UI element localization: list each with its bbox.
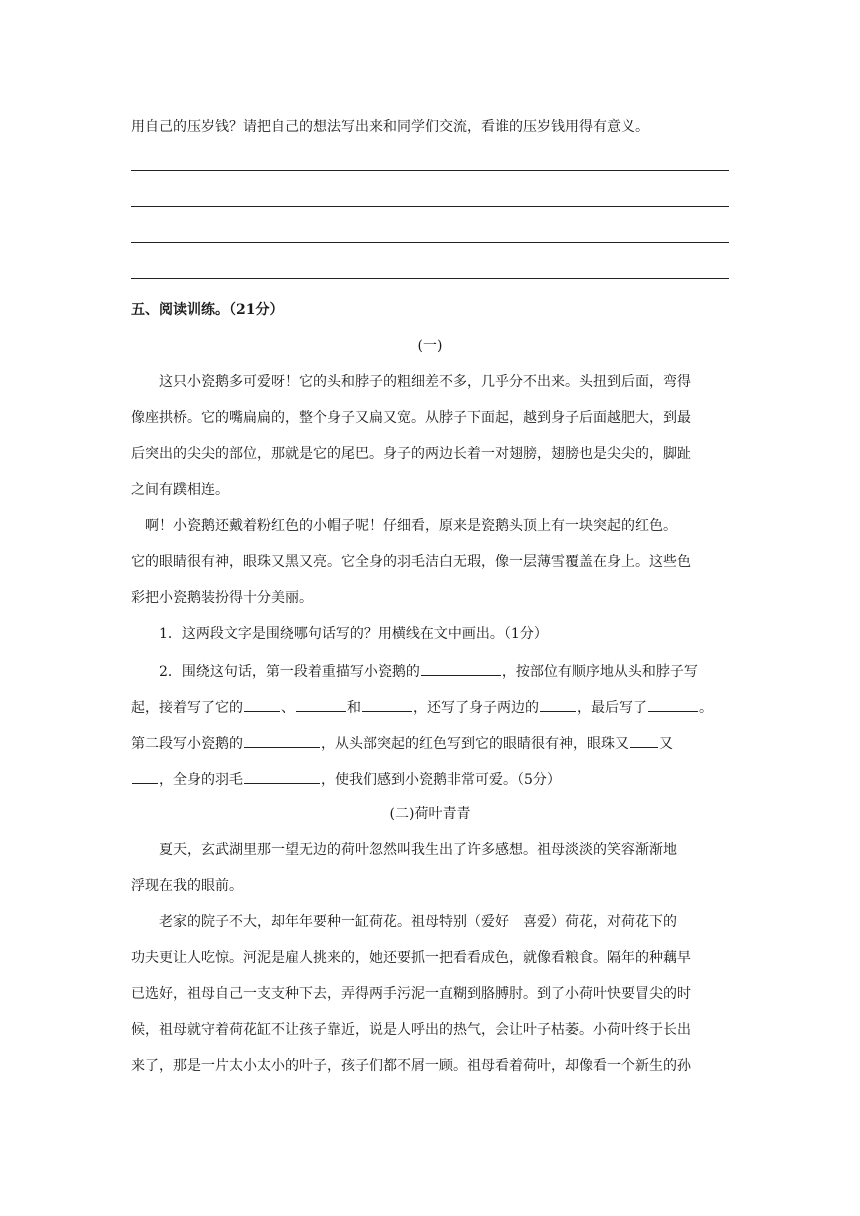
answer-line-3 — [131, 242, 729, 243]
q2-text: 。 — [699, 700, 713, 716]
part2-p2-line5: 来了，那是一片太小太小的叶子，孩子们都不屑一顾。祖母看着荷叶，却像看一个新生的孙 — [131, 1058, 691, 1074]
part1-p2-line2: 它的眼睛很有神，眼珠又黑又亮。它全身的羽毛洁白无瑕，像一层薄雪覆盖在身上。这些色 — [131, 554, 691, 570]
question-2-line1 — [159, 660, 698, 682]
answer-line-2 — [131, 206, 729, 207]
part2-p2-line4: 候，祖母就守着荷花缸不让孩子靠近，说是人呼出的热气，会让叶子枯萎。小荷叶终于长出 — [131, 1022, 691, 1038]
q2-text: ，从头部突起的红色写到它的眼睛很有神，眼珠又 — [321, 736, 629, 752]
fill-blank[interactable] — [421, 660, 501, 676]
q2-text: 第二段写小瓷鹅的 — [131, 736, 243, 752]
q2-text: 起，接着写了它的 — [131, 700, 243, 716]
part2-p1-line2: 浮现在我的眼前。 — [131, 878, 243, 894]
answer-line-1 — [131, 170, 729, 171]
fill-blank[interactable] — [362, 696, 412, 712]
question-2-line3 — [131, 732, 673, 754]
intro-line: 用自己的压岁钱？请把自己的想法写出来和同学们交流，看谁的压岁钱用得有意义。 — [131, 119, 649, 135]
fill-blank[interactable] — [296, 696, 346, 712]
fill-blank[interactable] — [244, 696, 280, 712]
part2-p2-line3: 已选好，祖母自己一支支种下去，弄得两手污泥一直糊到胳膊肘。到了小荷叶快要冒尖的时 — [131, 986, 691, 1002]
q2-text: ，使我们感到小瓷鹅非常可爱。（5分） — [321, 772, 561, 788]
part2-p1-line1: 夏天，玄武湖里那一望无边的荷叶忽然叫我生出了许多感想。祖母淡淡的笑容渐渐地 — [159, 842, 677, 858]
part2-heading: (二)荷叶青青 — [389, 806, 471, 822]
fill-blank[interactable] — [648, 696, 698, 712]
q2-text: 又 — [659, 736, 673, 752]
part1-p1-line1: 这只小瓷鹅多可爱呀！它的头和脖子的粗细差不多，几乎分不出来。头扭到后面，弯得 — [159, 374, 691, 390]
fill-blank[interactable] — [630, 732, 658, 748]
q2-text: ，全身的羽毛 — [159, 772, 243, 788]
q2-text: ，按部位有顺序地从头和脖子写 — [501, 664, 698, 680]
part1-heading: (一) — [417, 338, 443, 354]
question-2-line2 — [131, 696, 713, 718]
part2-p2-line1: 老家的院子不大，却年年要种一缸荷花。祖母特别（爱好 喜爱）荷花，对荷花下的 — [159, 914, 677, 930]
part1-p1-line4: 之间有蹼相连。 — [131, 482, 229, 498]
q2-text: 和 — [347, 700, 361, 716]
fill-blank[interactable] — [244, 732, 320, 748]
answer-line-4 — [131, 278, 729, 279]
part1-p2-line3: 彩把小瓷鹅装扮得十分美丽。 — [131, 590, 313, 606]
fill-blank[interactable] — [244, 768, 320, 784]
part1-p1-line3: 后突出的尖尖的部位，那就是它的尾巴。身子的两边长着一对翅膀，翅膀也是尖尖的，脚趾 — [131, 446, 691, 462]
fill-blank[interactable] — [540, 696, 576, 712]
q2-text: 、 — [281, 700, 295, 716]
q2-text: ，还写了身子两边的 — [413, 700, 539, 716]
question-1: 1．这两段文字是围绕哪句话写的？用横线在文中画出。（1分） — [159, 626, 548, 642]
fill-blank[interactable] — [132, 768, 158, 784]
section5-title: 五、阅读训练。（21分） — [131, 302, 284, 318]
q2-text: 2．围绕这句话，第一段着重描写小瓷鹅的 — [159, 664, 420, 680]
question-2-line4 — [131, 768, 561, 790]
part1-p2-line1: 啊！小瓷鹅还戴着粉红色的小帽子呢！仔细看，原来是瓷鹅头顶上有一块突起的红色。 — [145, 518, 677, 534]
q2-text: ，最后写了 — [577, 700, 647, 716]
part1-p1-line2: 像座拱桥。它的嘴扁扁的，整个身子又扁又宽。从脖子下面起，越到身子后面越肥大，到最 — [131, 410, 691, 426]
part2-p2-line2: 功夫更让人吃惊。河泥是雇人挑来的，她还要抓一把看看成色，就像看粮食。隔年的种藕早 — [131, 950, 691, 966]
